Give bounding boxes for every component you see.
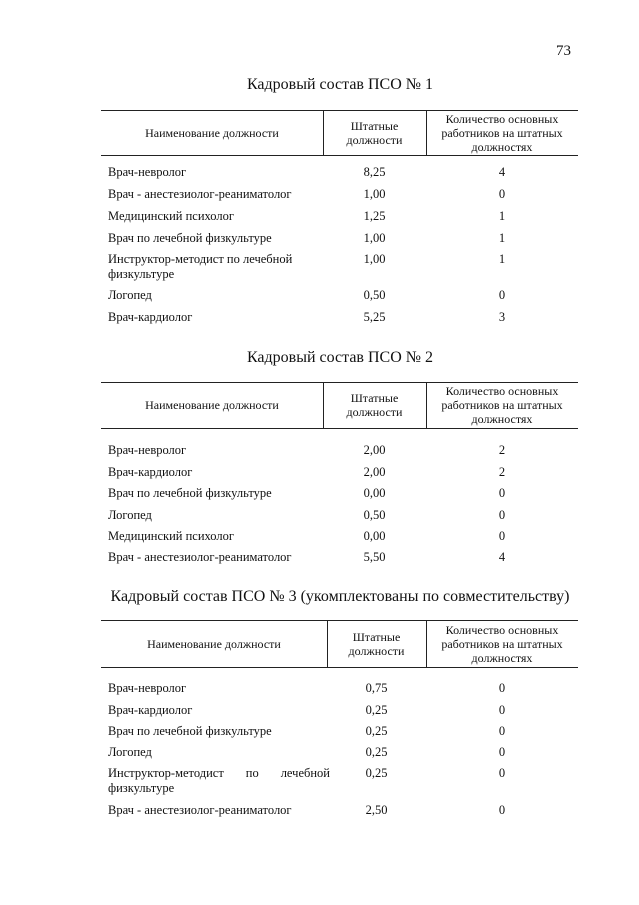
main-workers-value: 2: [498, 465, 506, 479]
staff-positions-value: 0,50: [363, 508, 386, 522]
column-divider-2: [426, 110, 427, 155]
main-workers-value: 1: [498, 231, 506, 245]
position-name: Врач - анестезиолог-реаниматолог: [108, 803, 292, 817]
main-workers-value: 0: [498, 745, 506, 759]
header-position-name: Наименование должности: [147, 636, 281, 651]
column-divider-1: [323, 382, 324, 428]
position-name: Врач-невролог: [108, 165, 187, 179]
staff-positions-value: 5,25: [363, 310, 386, 324]
position-name: Врач-кардиолог: [108, 310, 193, 324]
staff-positions-value: 0,00: [363, 529, 386, 543]
page-number: 73: [556, 43, 571, 59]
header-staff-positions: Штатные должности: [346, 118, 403, 147]
position-name: Инструктор-методист по лечебной физкультуре: [108, 766, 330, 795]
position-name: Врач-кардиолог: [108, 703, 193, 717]
main-workers-value: 0: [498, 288, 506, 302]
main-workers-value: 1: [498, 252, 506, 266]
staff-positions-value: 1,25: [363, 209, 386, 223]
staff-positions-value: 0,25: [365, 703, 388, 717]
main-workers-value: 0: [498, 681, 506, 695]
position-name: Инструктор-методист по лечебной физкультуре: [108, 252, 293, 281]
staff-positions-value: 5,50: [363, 550, 386, 564]
main-workers-value: 0: [498, 803, 506, 817]
position-name: Врач по лечебной физкультуре: [108, 231, 272, 245]
main-workers-value: 0: [498, 529, 506, 543]
position-name: Логопед: [108, 745, 152, 759]
position-name: Медицинский психолог: [108, 209, 234, 223]
main-workers-value: 0: [498, 724, 506, 738]
main-workers-value: 0: [498, 508, 506, 522]
main-workers-value: 0: [498, 486, 506, 500]
staff-positions-value: 0,00: [363, 486, 386, 500]
position-name: Медицинский психолог: [108, 529, 234, 543]
staff-positions-value: 0,25: [365, 745, 388, 759]
staff-positions-value: 2,50: [365, 803, 388, 817]
table-title: Кадровый состав ПСО № 1: [246, 76, 434, 93]
staff-positions-value: 2,00: [363, 443, 386, 457]
column-divider-2: [426, 382, 427, 428]
staff-positions-value: 1,00: [363, 187, 386, 201]
position-name: Врач по лечебной физкультуре: [108, 724, 272, 738]
header-position-name: Наименование должности: [145, 125, 279, 140]
staff-positions-value: 0,50: [363, 288, 386, 302]
column-divider-2: [426, 620, 427, 667]
staff-positions-value: 0,75: [365, 681, 388, 695]
position-name: Логопед: [108, 288, 152, 302]
header-staff-positions: Штатные должности: [346, 391, 403, 419]
staff-positions-value: 0,25: [365, 766, 388, 780]
header-main-workers: Количество основных работников на штатных должностях: [441, 384, 563, 426]
column-divider-1: [323, 110, 324, 155]
header-position-name: Наименование должности: [145, 398, 279, 412]
table-title: Кадровый состав ПСО № 2: [246, 349, 434, 366]
main-workers-value: 4: [498, 550, 506, 564]
main-workers-value: 0: [498, 766, 506, 780]
position-name: Логопед: [108, 508, 152, 522]
main-workers-value: 4: [498, 165, 506, 179]
staff-positions-value: 0,25: [365, 724, 388, 738]
header-bottom-rule: [101, 155, 578, 156]
header-bottom-rule: [101, 667, 578, 668]
position-name: Врач-невролог: [108, 681, 187, 695]
position-name: Врач - анестезиолог-реаниматолог: [108, 550, 292, 564]
staff-positions-value: 1,00: [363, 231, 386, 245]
column-divider-1: [327, 620, 328, 667]
position-name: Врач - анестезиолог-реаниматолог: [108, 187, 292, 201]
header-main-workers: Количество основных работников на штатных должностях: [441, 111, 563, 154]
main-workers-value: 1: [498, 209, 506, 223]
header-main-workers: Количество основных работников на штатных должностях: [441, 622, 563, 665]
main-workers-value: 2: [498, 443, 506, 457]
position-name: Врач-невролог: [108, 443, 187, 457]
staff-positions-value: 2,00: [363, 465, 386, 479]
main-workers-value: 0: [498, 187, 506, 201]
position-name: Врач по лечебной физкультуре: [108, 486, 272, 500]
staff-positions-value: 8,25: [363, 165, 386, 179]
staff-positions-value: 1,00: [363, 252, 386, 266]
table-title: Кадровый состав ПСО № 3 (укомплектованы по совместительству): [110, 588, 570, 605]
position-name: Врач-кардиолог: [108, 465, 193, 479]
header-staff-positions: Штатные должности: [348, 629, 405, 658]
main-workers-value: 3: [498, 310, 506, 324]
header-bottom-rule: [101, 428, 578, 429]
main-workers-value: 0: [498, 703, 506, 717]
